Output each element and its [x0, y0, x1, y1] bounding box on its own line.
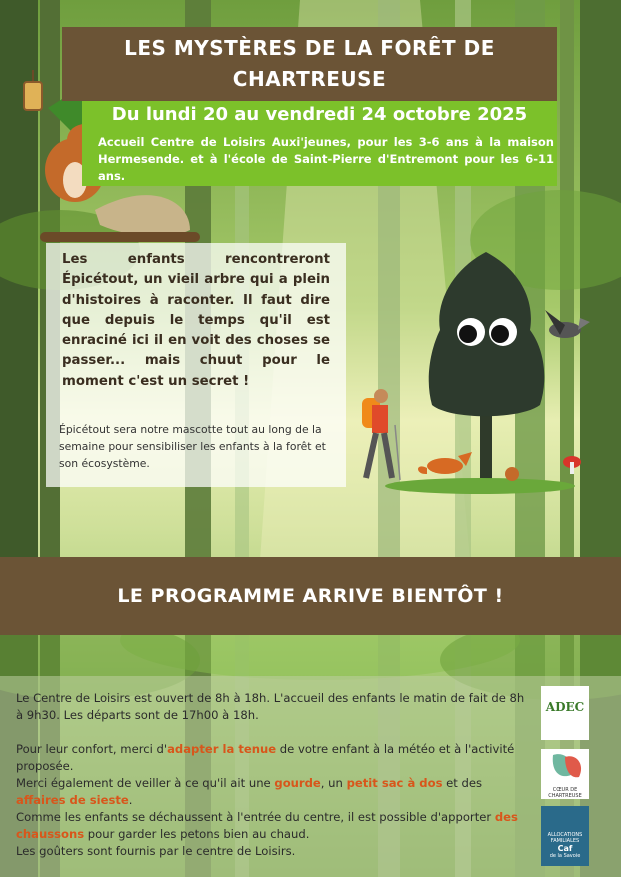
intro-text: Les enfants rencontreront Épicétout, un vieil arbre qui a plein d'histoires à raconter. Il faut dire que depuis le temps qu'il est enraciné ici il en voit des choses se passer... mais chuut pour le moment c'est un secret !: [62, 252, 330, 389]
snacks-paragraph: Les goûters sont fournis par le centre de Loisirs.: [16, 844, 296, 858]
info-section: [0, 676, 621, 877]
coeur-de-chartreuse-logo: [541, 749, 589, 799]
adec-logo: [541, 686, 589, 740]
highlight-clothing: adapter la tenue: [167, 742, 277, 756]
intro-panel: [46, 243, 346, 487]
program-banner: LE PROGRAMME ARRIVE BIENTÔT !: [0, 557, 621, 635]
caf-logo: [541, 806, 589, 866]
dates-panel: [82, 101, 557, 186]
opening-hours-paragraph: Le Centre de Loisirs est ouvert de 8h à 18h. L'accueil des enfants le matin de fait de 8h à 9h30. Les départs sont de 17h00 à 18h.: [16, 691, 525, 722]
clothing-paragraph: Pour leur confort, merci d'adapter la tenue de votre enfant à la météo et à l'activité proposée.: [16, 742, 515, 773]
highlight-nap-items: affaires de sieste: [16, 793, 129, 807]
caf-region: de la Savoie: [549, 853, 581, 859]
page-title: LES MYSTÈRES DE LA FORÊT DE CHARTREUSE: [62, 27, 557, 101]
coeur-logo-text: CŒUR DE CHARTREUSE: [548, 787, 582, 799]
highlight-slippers: des chaussons: [16, 810, 518, 841]
event-dates: Du lundi 20 au vendredi 24 octobre 2025: [111, 104, 528, 125]
adec-logo-text: ADEC: [545, 700, 585, 714]
highlight-backpack: petit sac à dos: [346, 776, 443, 790]
caf-line2: FAMILIALES: [550, 838, 580, 844]
info-text: [16, 690, 526, 860]
items-paragraph: Merci également de veiller à ce qu'il ait une gourde, un petit sac à dos et des affaires de sieste.: [16, 776, 483, 807]
coeur-logo-mark: [541, 749, 589, 783]
mascot-text: Épicétout sera notre mascotte tout au long de la semaine pour sensibiliser les enfants à la forêt et son écosystème.: [59, 423, 326, 470]
slippers-paragraph: Comme les enfants se déchaussent à l'entrée du centre, il est possible d'apporter des chaussons pour garder les petons bien au chaud.: [16, 810, 518, 841]
event-location-info: Accueil Centre de Loisirs Auxi'jeunes, pour les 3-6 ans à la maison Hermesende. et à l'école de Saint-Pierre d'Entremont pour les 6-11 ans.: [98, 135, 554, 183]
caf-line1: ALLOCATIONS: [547, 832, 583, 838]
caf-name: Caf: [557, 844, 573, 853]
highlight-bottle: gourde: [274, 776, 321, 790]
